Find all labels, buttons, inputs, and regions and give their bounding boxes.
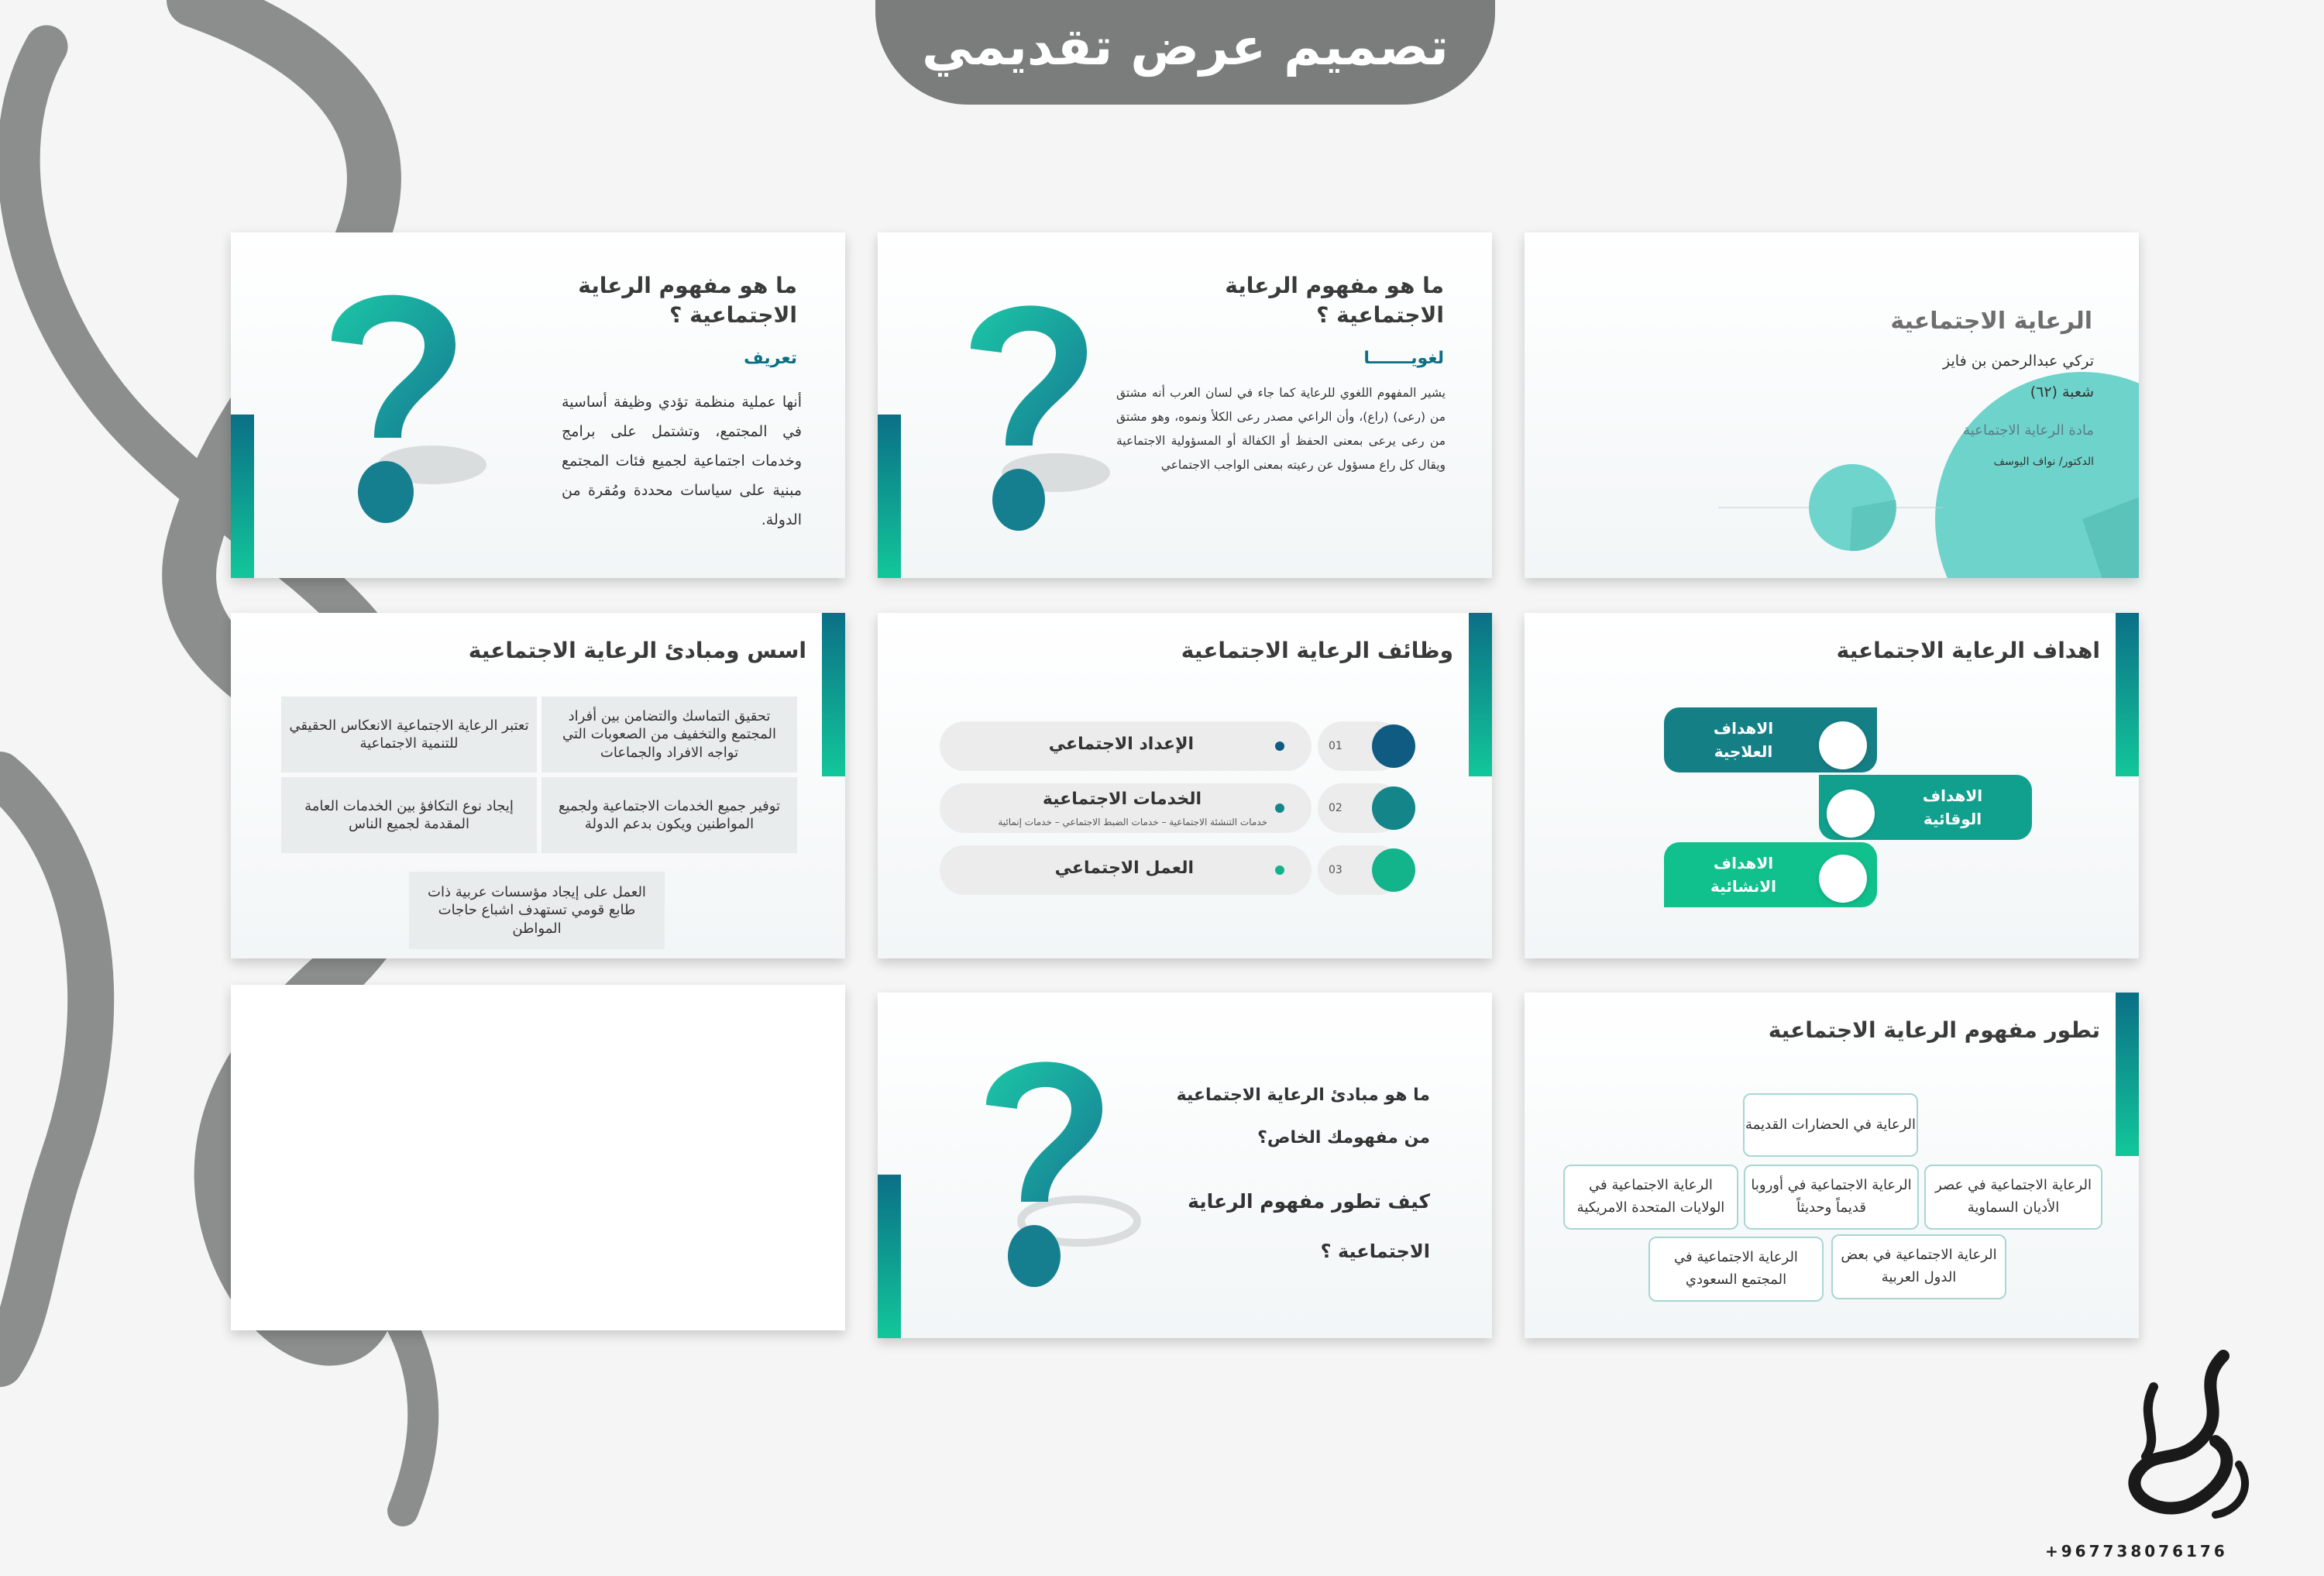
- decor-circles: [1525, 232, 2139, 578]
- goal-preventive: الاهداف الوقائية: [1819, 775, 2032, 840]
- evolution-box: الرعاية الاجتماعية في المجتمع السعودي: [1648, 1237, 1824, 1302]
- evolution-title: تطور مفهوم الرعاية الاجتماعية: [1768, 1017, 2100, 1043]
- cover-doctor: الدكتور/ نواف اليوسف: [1993, 456, 2094, 468]
- accent-strip: [1469, 613, 1492, 776]
- function-label: الخدمات الاجتماعية: [1042, 790, 1202, 809]
- principle-box: توفير جميع الخدمات الاجتماعية ولجميع المواطنين ويكون بدعم الدولة: [541, 777, 797, 853]
- bullet-dot: [1275, 803, 1284, 813]
- evolution-box: الرعاية الاجتماعية في الولايات المتحدة الامريكية: [1563, 1165, 1738, 1230]
- principle-box: إيجاد نوع التكافؤ بين الخدمات العامة المقدمة لجميع الناس: [281, 777, 537, 853]
- slide-cover[interactable]: [1525, 232, 2139, 578]
- slide-linguistic[interactable]: [878, 232, 1492, 578]
- principle-box: تعتبر الرعاية الاجتماعية الانعكاس الحقيقي للتنمية الاجتماعية: [281, 697, 537, 773]
- slide-goals[interactable]: [1525, 613, 2139, 958]
- accent-strip: [231, 415, 254, 578]
- definition-body: أنها عملية منظمة تؤدي وظيفة أساسية في المجتمع، وتشتمل على برامج وخدمات اجتماعية لجميع فئات المجتمع مبنية على سياسات محددة ومُقرة من الدولة.: [562, 394, 802, 528]
- question-4: الاجتماعية ؟: [1320, 1240, 1430, 1262]
- evolution-box: الرعاية في الحضارات القديمة: [1743, 1093, 1918, 1157]
- linguistic-subtitle: لغويـــــــا: [1363, 349, 1444, 368]
- goal-circle: [1819, 855, 1867, 903]
- question-mark-icon: [955, 1031, 1141, 1302]
- slide-principles[interactable]: [231, 613, 845, 958]
- accent-strip: [822, 613, 845, 776]
- accent-strip: [878, 415, 901, 578]
- contact-phone: +967738076176: [2045, 1542, 2228, 1561]
- goal-developmental: الاهداف الانشائية: [1664, 842, 1877, 907]
- question-mark-icon: [940, 279, 1126, 542]
- banner-title: تصميم عرض تقديمي: [922, 17, 1449, 77]
- evolution-box: الرعاية الاجتماعية في عصر الأديان السماوية: [1924, 1165, 2102, 1230]
- function-circle: [1372, 786, 1415, 830]
- function-number: 02: [1329, 802, 1342, 814]
- cover-section: شعبة (٦٢): [2030, 384, 2094, 401]
- linguistic-body: يشير المفهوم اللغوي للرعاية كما جاء في لسان العرب أنه مشتق من (رعى) (راع)، وأن الراعي مصدر رعى الكلأ ونموه، وهو مشتق من رعى يرعى بمعنى الحفظ أو الكفالة أو المسؤولية الاجتماعية ويقال كل راع مسؤول عن رعيته بمعنى الواجب الاجتماعي: [1116, 386, 1446, 472]
- bullet-dot: [1275, 865, 1284, 875]
- slide-blank[interactable]: [231, 985, 845, 1330]
- slide-questions[interactable]: [878, 993, 1492, 1338]
- function-number: 03: [1329, 864, 1342, 876]
- function-circle: [1372, 848, 1415, 892]
- evolution-box: الرعاية الاجتماعية في أوروبا قديماً وحديثاً: [1744, 1165, 1919, 1230]
- cover-author: تركي عبدالرحمن بن فايز: [1943, 353, 2094, 370]
- accent-strip: [878, 1175, 901, 1338]
- question-1: ما هو مبادئ الرعاية الاجتماعية: [1176, 1086, 1430, 1105]
- question-mark-icon: [308, 271, 494, 535]
- evolution-box: الرعاية الاجتماعية في بعض الدول العربية: [1831, 1234, 2006, 1299]
- function-number: 01: [1329, 740, 1342, 752]
- goal-therapeutic: الاهداف العلاجية: [1664, 707, 1877, 773]
- slide-definition[interactable]: [231, 232, 845, 578]
- function-label: الإعداد الاجتماعي: [1048, 735, 1194, 754]
- function-circle: [1372, 724, 1415, 768]
- cover-course: مادة الرعاية الاجتماعية: [1963, 422, 2094, 439]
- definition-title: ما هو مفهوم الرعاية الاجتماعية ؟: [578, 273, 797, 328]
- goals-title: اهداف الرعاية الاجتماعية: [1836, 638, 2100, 663]
- slide-functions[interactable]: [878, 613, 1492, 958]
- function-label: العمل الاجتماعي: [1054, 859, 1194, 878]
- calligraphy-logo: [2107, 1340, 2262, 1534]
- linguistic-title: ما هو مفهوم الرعاية الاجتماعية ؟: [1225, 273, 1444, 328]
- function-subtext: خدمات التنشئة الاجتماعية – خدمات الضبط الاجتماعي – خدمات إنمائية: [998, 817, 1267, 828]
- bullet-dot: [1275, 742, 1284, 751]
- accent-strip: [2116, 993, 2139, 1156]
- principle-box: العمل على إيجاد مؤسسات عربية ذات طابع قومي تستهدف اشباع حاجات المواطن: [409, 872, 665, 949]
- slide-evolution[interactable]: [1525, 993, 2139, 1338]
- functions-title: وظائف الرعاية الاجتماعية: [1181, 638, 1453, 663]
- principle-box: تحقيق التماسك والتضامن بين أفراد المجتمع والتخفيف من الصعوبات التي تواجه الافراد والجماعات: [541, 697, 797, 773]
- question-3: كيف تطور مفهوم الرعاية: [1188, 1190, 1430, 1213]
- accent-strip: [2116, 613, 2139, 776]
- goal-circle: [1819, 721, 1867, 769]
- goal-circle: [1827, 790, 1875, 838]
- cover-title: الرعاية الاجتماعية: [1890, 308, 2092, 335]
- question-2: من مفهومك الخاص؟: [1257, 1128, 1430, 1148]
- definition-subtitle: تعريف: [744, 349, 797, 368]
- principles-title: اسس ومبادئ الرعاية الاجتماعية: [468, 638, 806, 663]
